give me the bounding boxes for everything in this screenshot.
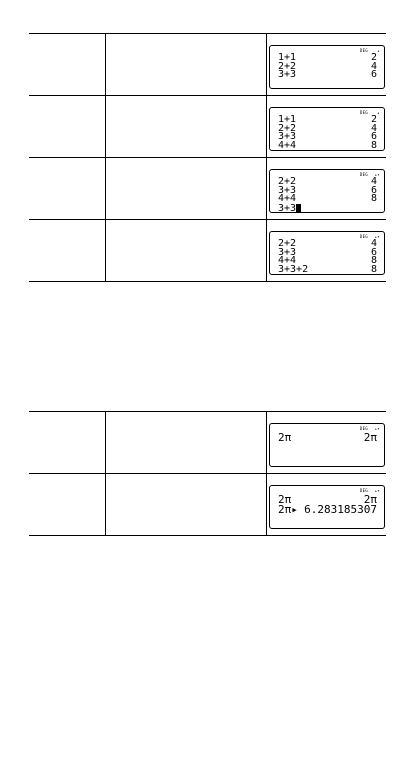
table-row (29, 96, 386, 158)
description-cell (106, 34, 267, 95)
step-cell (29, 96, 106, 157)
calculator-screen (269, 231, 385, 275)
table-pi-conversion (29, 411, 386, 536)
table-row (29, 158, 386, 220)
history-line: 4+4 8 (278, 139, 377, 151)
history-line: 2+2 4 (278, 60, 377, 72)
history-line: 1+1 2 (278, 114, 377, 125)
history-line: 2π 2π (278, 431, 377, 444)
table-row (29, 412, 386, 474)
history-line: 3+3 6 (278, 131, 377, 142)
scroll-arrows-icon: ▴▾ (374, 488, 380, 493)
history-line: 3+3 6 (278, 69, 377, 80)
history-line: 3+3 6 (278, 246, 377, 258)
calculator-screen (269, 423, 385, 467)
history-line: 2π 2π (278, 493, 377, 506)
description-cell (106, 474, 267, 535)
history-line: 3+3 6 (278, 184, 377, 196)
history-line: 4+4 8 (278, 193, 377, 204)
deg-indicator: DEG (359, 426, 368, 431)
description-cell (106, 412, 267, 473)
history-line: 2+2 4 (278, 238, 377, 249)
history-line: 3+3+2 8 (278, 263, 377, 275)
calculator-screen (269, 169, 385, 213)
deg-indicator: DEG (359, 234, 368, 239)
deg-indicator: DEG (359, 48, 368, 53)
scroll-arrows-icon: ▴▾ (374, 234, 380, 239)
table-row (29, 474, 386, 536)
scroll-arrow-icon: ▴ (377, 48, 380, 53)
history-line: 2+2 4 (278, 176, 377, 187)
history-line: 1+1 2 (278, 52, 377, 63)
calculator-screen (269, 485, 385, 529)
step-cell (29, 158, 106, 219)
step-cell (29, 474, 106, 535)
scroll-arrows-icon: ▴▾ (374, 426, 380, 431)
table-keystroke-history (29, 33, 386, 282)
deg-indicator: DEG (359, 110, 368, 115)
result-line: 2π▸ 6.283185307 (278, 503, 377, 516)
scroll-arrow-icon: ▴ (377, 110, 380, 115)
history-line: 2+2 4 (278, 122, 377, 134)
table-row (29, 34, 386, 96)
scroll-arrows-icon: ▴▾ (374, 172, 380, 177)
history-line: 4+4 8 (278, 255, 377, 266)
step-cell (29, 412, 106, 473)
step-cell (29, 220, 106, 281)
description-cell (106, 96, 267, 157)
description-cell (106, 220, 267, 281)
step-cell (29, 34, 106, 95)
table-row (29, 220, 386, 282)
deg-indicator: DEG (359, 172, 368, 177)
description-cell (106, 158, 267, 219)
entry-line: 3+3 (278, 204, 377, 213)
deg-indicator: DEG (359, 488, 368, 493)
cursor-block (296, 204, 301, 212)
calculator-screen (269, 45, 385, 89)
calculator-screen (269, 107, 385, 151)
